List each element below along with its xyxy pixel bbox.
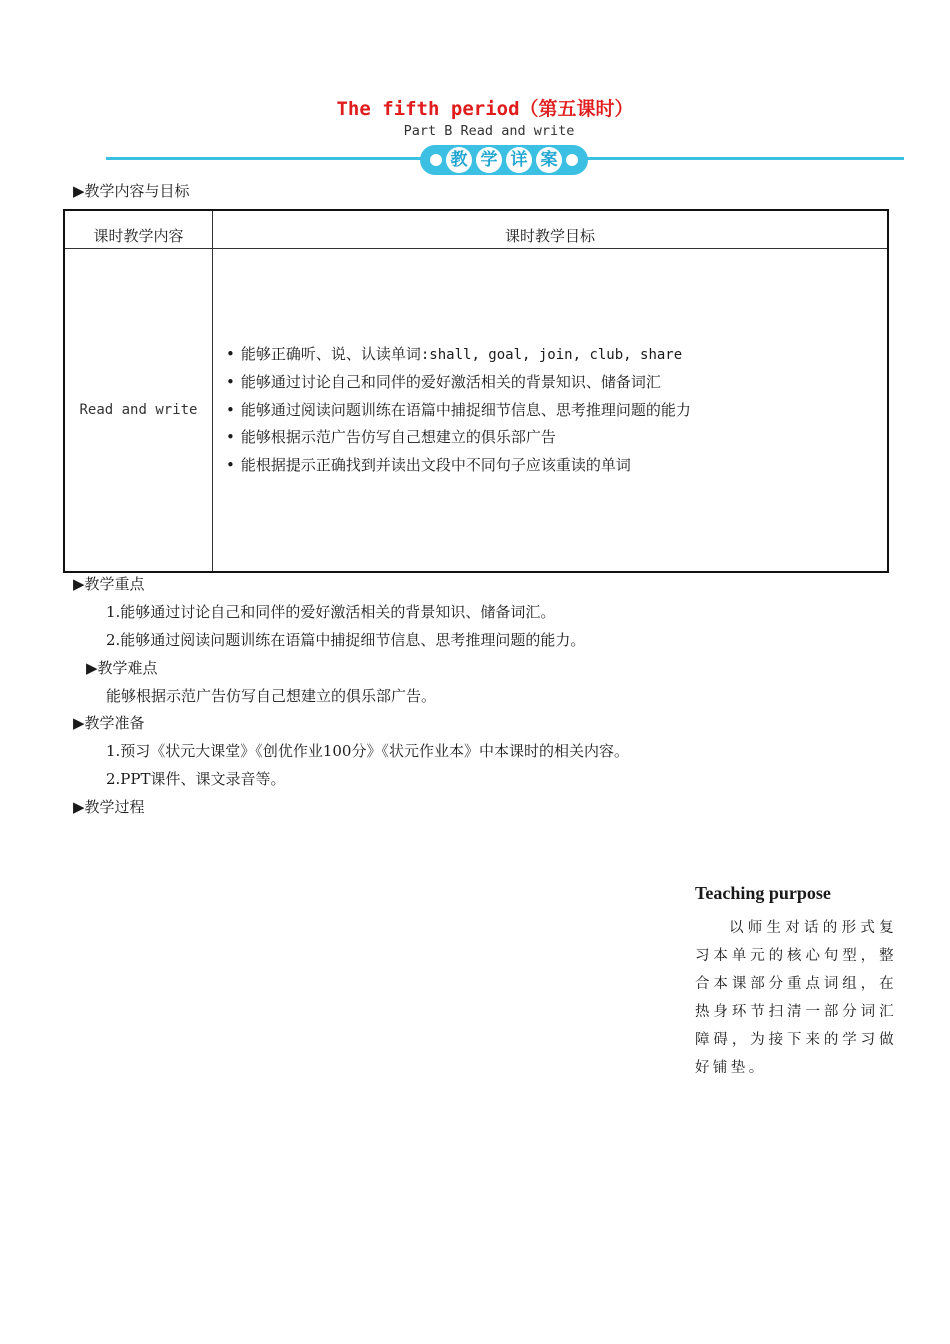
goals-cell: [213, 249, 889, 573]
key-point-item: 2.能够通过阅读问题训练在语篇中捕捉细节信息、思考推理问题的能力。: [106, 631, 586, 649]
teaching-purpose-body: 以师生对话的形式复习本单元的核心句型，整合本课部分重点词组，在热身环节扫清一部分词汇障碍，为接下来的学习做好铺垫。: [695, 920, 897, 1076]
preparation-item: 2.PPT课件、课文录音等。: [106, 770, 286, 788]
section-content-goals: ▶教学内容与目标: [73, 182, 190, 200]
goal-item: • 能够通过讨论自己和同伴的爱好激活相关的背景知识、储备词汇: [226, 369, 886, 397]
goals-table: [63, 209, 889, 573]
banner-char: 详: [506, 147, 532, 173]
goal-item: • 能够正确听、说、认读单词:shall, goal, join, club, share: [226, 341, 886, 370]
section-difficult-points: ▶教学难点: [86, 659, 158, 677]
banner-dot-icon: [428, 152, 444, 168]
table-row: [64, 249, 888, 573]
goal-item: • 能够通过阅读问题训练在语篇中捕捉细节信息、思考推理问题的能力: [226, 397, 886, 425]
preparation-item: 1.预习《状元大课堂》《创优作业100分》《状元作业本》中本课时的相关内容。: [106, 742, 629, 760]
section-preparation: ▶教学准备: [73, 714, 145, 732]
teaching-purpose-title: Teaching purpose: [695, 883, 831, 903]
banner-char: 学: [476, 147, 502, 173]
key-point-item: 1.能够通过讨论自己和同伴的爱好激活相关的背景知识、储备词汇。: [106, 603, 556, 621]
lesson-plan-banner: [420, 145, 588, 175]
banner-char: 案: [536, 147, 562, 173]
goal-item: • 能够根据示范广告仿写自己想建立的俱乐部广告: [226, 424, 886, 452]
banner-char: 教: [446, 147, 472, 173]
banner-label: [446, 147, 562, 173]
section-process: ▶教学过程: [73, 798, 145, 816]
table-header-row: [64, 210, 888, 249]
vocabulary-words: :shall, goal, join, club, share: [420, 346, 683, 363]
row-label: Read and write: [64, 249, 213, 573]
difficult-point-text: 能够根据示范广告仿写自己想建立的俱乐部广告。: [106, 687, 437, 705]
column-header-content: 课时教学内容: [64, 210, 213, 249]
goal-list: [214, 341, 886, 480]
goal-item: • 能根据提示正确找到并读出文段中不同句子应该重读的单词: [226, 452, 886, 480]
banner-dot-icon: [564, 152, 580, 168]
page-title: The fifth period（第五课时）: [336, 98, 634, 120]
column-header-goals: 课时教学目标: [213, 210, 889, 249]
page-subtitle: Part B Read and write: [403, 123, 575, 139]
section-key-points: ▶教学重点: [73, 575, 145, 593]
